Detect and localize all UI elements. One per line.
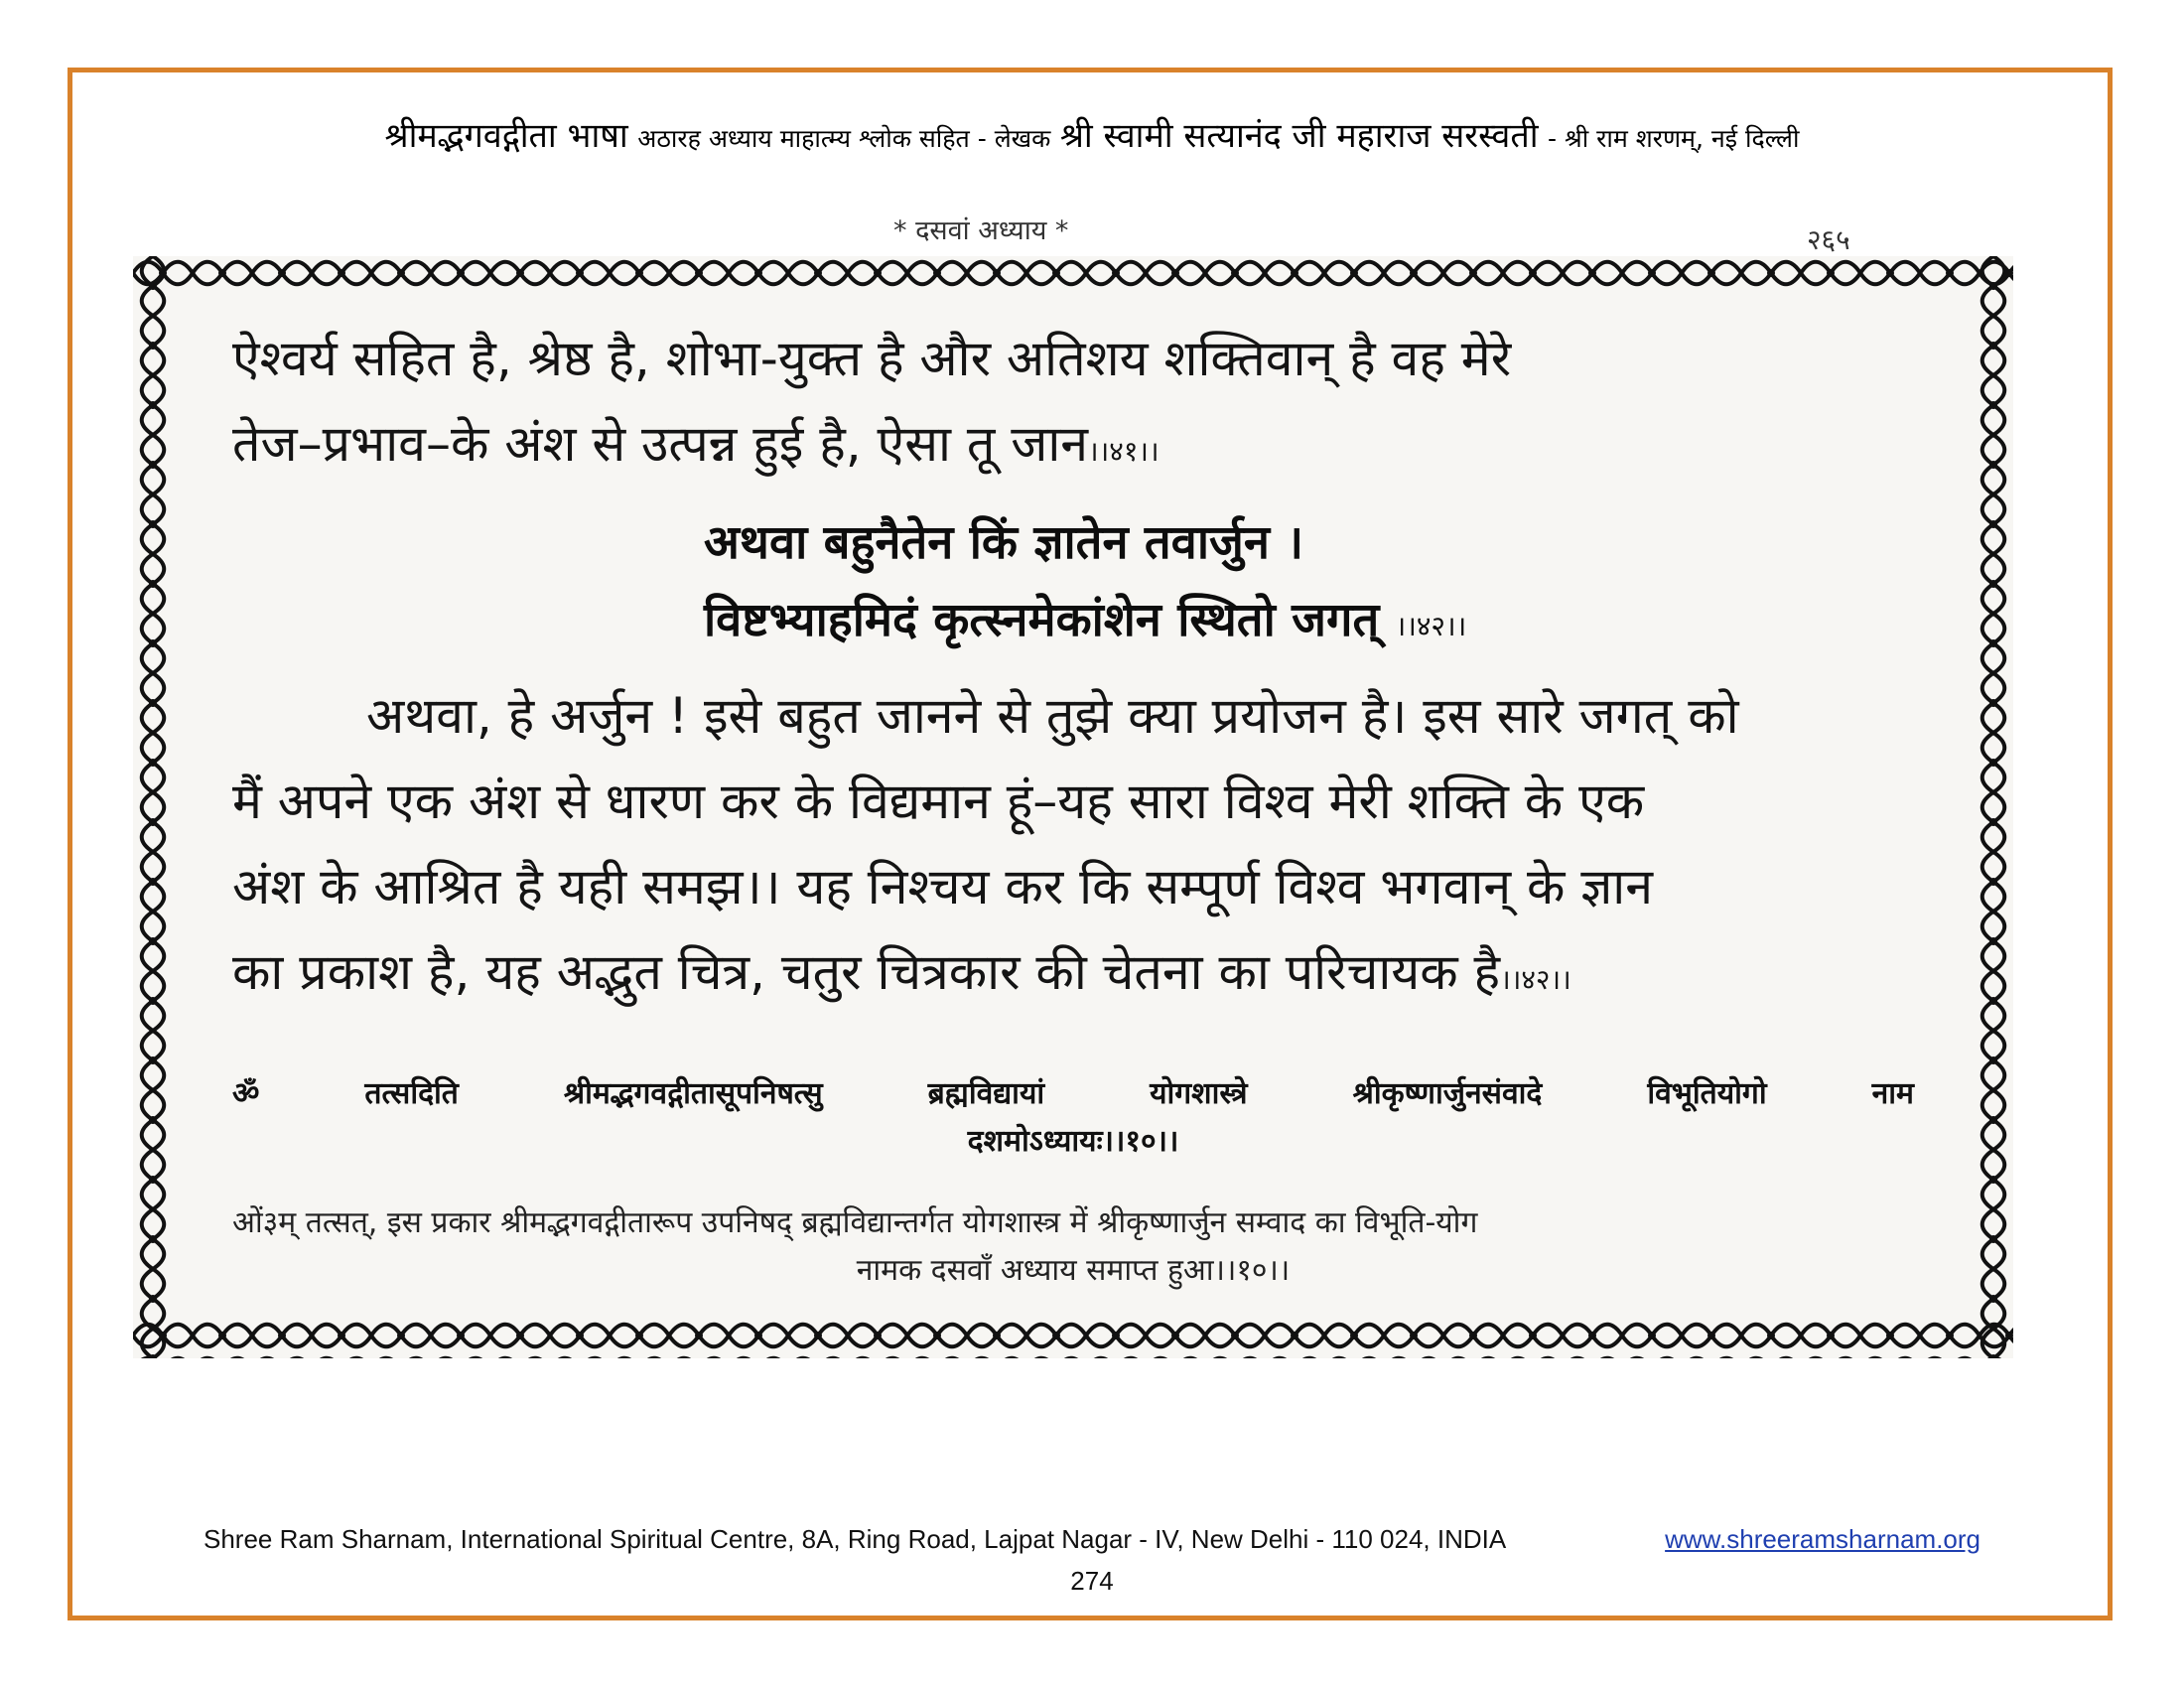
ornamental-border-left [133,256,173,1358]
header-publisher: - श्री राम शरणम्, नई दिल्ली [1548,124,1800,153]
colophon-word: विभूतियोगो [1647,1076,1767,1111]
closing-line-2: नामक दसवाँ अध्याय समाप्त हुआ।।१०।। [856,1253,1291,1288]
footer-address: Shree Ram Sharnam, International Spiritual Centre, 8A, Ring Road, Lajpat Nagar - IV, New Delhi - 110 024, INDIA [204,1524,1507,1554]
sanskrit-verse-line-2-text: विष्टभ्याहमिदं कृत्स्नमेकांशेन स्थितो जगत् [704,593,1380,647]
colophon-line-1 [232,1070,1914,1118]
colophon-word: तत्सदिति [364,1076,459,1111]
page-footer [204,1524,1980,1555]
colophon-line-2: दशमोऽध्यायः।।१०।। [967,1124,1179,1159]
sanskrit-verse-line-1: अथवा बहुनैतेन किं ज्ञातेन तवार्जुन । [704,515,1304,570]
paragraph-42-line-2: मैं अपने एक अंश से धारण कर के विद्यमान हूं–यह सारा विश्व मेरी शक्ति के एक [232,773,1645,830]
colophon-word: ॐ [232,1076,260,1111]
scan-page-number: २६५ [1807,223,1850,256]
paragraph-42-line-3: अंश के आश्रित है यही समझ।। यह निश्चय कर कि सम्पूर्ण विश्व भगवान् के ज्ञान [232,858,1654,915]
closing-note [232,1199,1914,1295]
colophon-word: ब्रह्मविद्यायां [927,1076,1045,1111]
colophon-word: योगशास्त्रे [1150,1076,1248,1111]
sanskrit-verse-line-2 [704,582,1466,665]
colophon-word: श्रीकृष्णार्जुनसंवादे [1352,1076,1543,1111]
sanskrit-colophon [232,1070,1914,1166]
ornamental-border-bottom [133,1319,2013,1358]
verse-number-42: ।।४२।। [1500,963,1571,996]
sanskrit-verse-42 [704,504,1466,665]
colophon-word: श्रीमद्भगवद्गीतासूपनिषत्सु [563,1076,823,1111]
chapter-heading: * दसवां अध्याय * [893,215,1069,246]
paragraph-42-line-4-text: का प्रकाश है, यह अद्भुत चित्र, चतुर चित्रकार की चेतना का परिचायक है [232,943,1501,1001]
closing-line-1: ओं३म् तत्सत्, इस प्रकार श्रीमद्भगवद्गीतारूप उपनिषद् ब्रह्मविद्यान्तर्गत योगशास्त्र में श्रीकृष्णार्जुन सम्वाद का विभूति-योग [232,1205,1478,1240]
ornamental-border-right [1974,256,2013,1358]
footer-website-link[interactable]: www.shreeramsharnam.org [1665,1524,1980,1554]
ornamental-border-top [133,256,2013,290]
paragraph-41-line-2 [232,401,1914,494]
header-title: श्रीमद्भगवद्गीता भाषा [384,116,628,156]
paragraph-41 [232,316,1914,494]
page-header [89,111,2095,157]
sanskrit-verse-number: ।।४२।। [1395,610,1467,642]
paragraph-42 [232,673,1914,1023]
paragraph-41-line-1: ऐश्वर्य सहित है, श्रेष्ठ है, शोभा-युक्त है और अतिशय शक्तिवान् है वह मेरे [232,330,1512,387]
header-author: श्री स्वामी सत्यानंद जी महाराज सरस्वती [1059,116,1539,156]
header-subtitle: अठारह अध्याय माहात्म्य श्लोक सहित - लेखक [637,124,1051,153]
paragraph-42-line-4 [232,929,1914,1023]
paragraph-42-line-1: अथवा, हे अर्जुन ! इसे बहुत जानने से तुझे क्या प्रयोजन है। इस सारे जगत् को [366,687,1739,745]
scanned-page [133,256,2013,1358]
paragraph-41-line-2-text: तेज–प्रभाव–के अंश से उत्पन्न हुई है, ऐसा तू जान [232,415,1089,473]
verse-number-41: ।।४१।। [1088,435,1160,468]
colophon-word: नाम [1871,1076,1914,1111]
page-number: 274 [1070,1566,1114,1596]
